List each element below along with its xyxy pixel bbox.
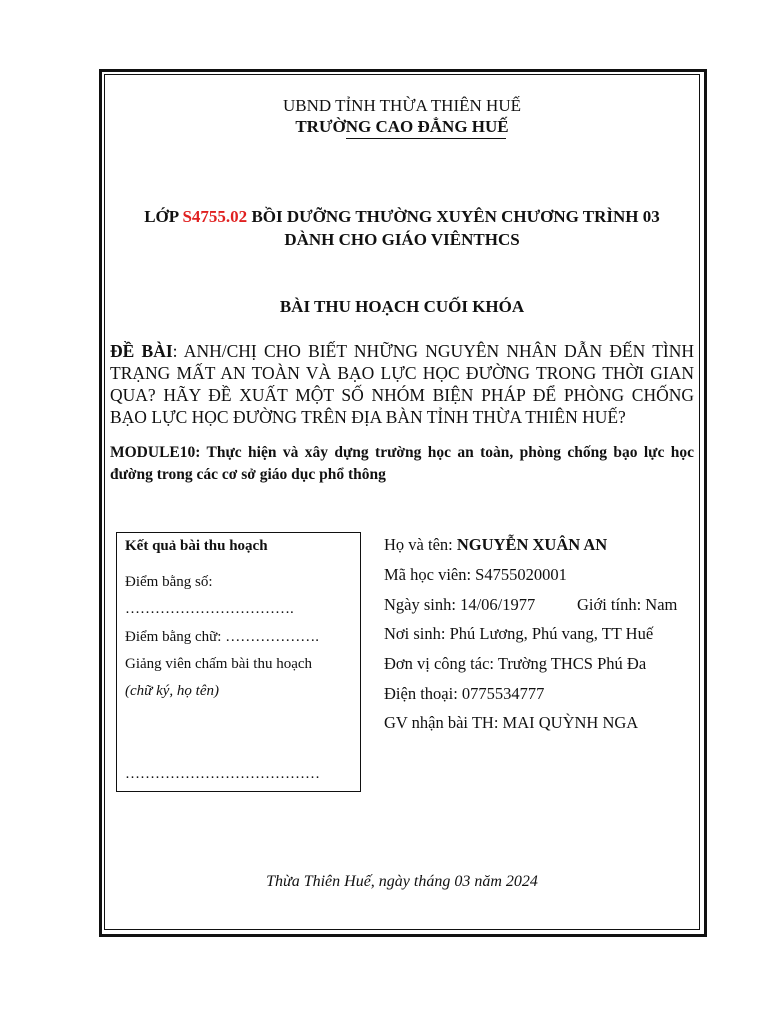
class-title-line1 <box>104 205 700 228</box>
student-id: Mã học viên: S4755020001 <box>384 565 567 584</box>
report-title: BÀI THU HOẠCH CUỐI KHÓA <box>279 297 525 316</box>
class-title-line2: DÀNH CHO GIÁO VIÊNTHCS <box>284 230 520 249</box>
instructor: GV nhận bài TH: MAI QUỲNH NGA <box>384 713 639 732</box>
score-words-label: Điểm bằng chữ: ………………. <box>125 629 319 645</box>
score-number-dots: ……………………………. <box>125 601 294 617</box>
grader-label: Giảng viên chấm bài thu hoạch <box>125 656 313 672</box>
student-name: NGUYỄN XUÂN AN <box>456 535 608 554</box>
date-line: Thừa Thiên Huế, ngày tháng 03 năm 2024 <box>266 873 538 890</box>
class-prefix: LỚP <box>144 207 183 226</box>
student-name-line <box>384 535 607 555</box>
signature-hint: (chữ ký, họ tên) <box>125 683 219 699</box>
prompt-text: : ANH/CHỊ CHO BIẾT NHỮNG NGUYÊN NHÂN DẪN ĐẾN TÌNH TRẠNG MẤT AN TOÀN VÀ BẠO LỰC HỌC ĐƯỜNG TRONG THỜI GIAN QUA? HÃY ĐỀ XUẤT MỘT SỐ NHÓM BIỆN PHÁP ĐỂ PHÒNG CHỐNG BẠO LỰC HỌC ĐƯỜNG TRÊN ĐỊA BÀN TỈNH THỪA THIÊN HUẾ? <box>110 341 694 427</box>
prompt-label: ĐỀ BÀI <box>110 341 173 361</box>
student-birthplace: Nơi sinh: Phú Lương, Phú vang, TT Huế <box>384 624 654 643</box>
class-title <box>104 205 700 251</box>
class-suffix: BỒI DƯỠNG THƯỜNG XUYÊN CHƯƠNG TRÌNH 03 <box>247 207 660 226</box>
student-phone: Điện thoại: 0775534777 <box>384 684 545 703</box>
signature-dots: ………………………………… <box>125 766 320 782</box>
page-border-inner <box>104 74 700 930</box>
agency-name: UBND TỈNH THỪA THIÊN HUẾ <box>283 96 521 115</box>
module-title: MODULE10: Thực hiện và xây dựng trường học an toàn, phòng chống bạo lực học đường trong các cơ sở giáo dục phổ thông <box>110 444 694 483</box>
score-number-label: Điểm bằng số: <box>125 574 213 590</box>
student-name-label: Họ và tên: <box>384 535 457 554</box>
school-name: TRƯỜNG CAO ĐẲNG HUẾ <box>295 117 509 136</box>
result-box-title: Kết quả bài thu hoạch <box>125 538 268 554</box>
assignment-prompt <box>110 340 694 428</box>
student-gender: Giới tính: Nam <box>577 595 678 614</box>
class-code: S4755.02 <box>182 207 248 226</box>
student-workplace: Đơn vị công tác: Trường THCS Phú Đa <box>384 654 647 673</box>
school-underline <box>346 138 506 139</box>
student-dob: Ngày sinh: 14/06/1977 <box>384 595 536 614</box>
